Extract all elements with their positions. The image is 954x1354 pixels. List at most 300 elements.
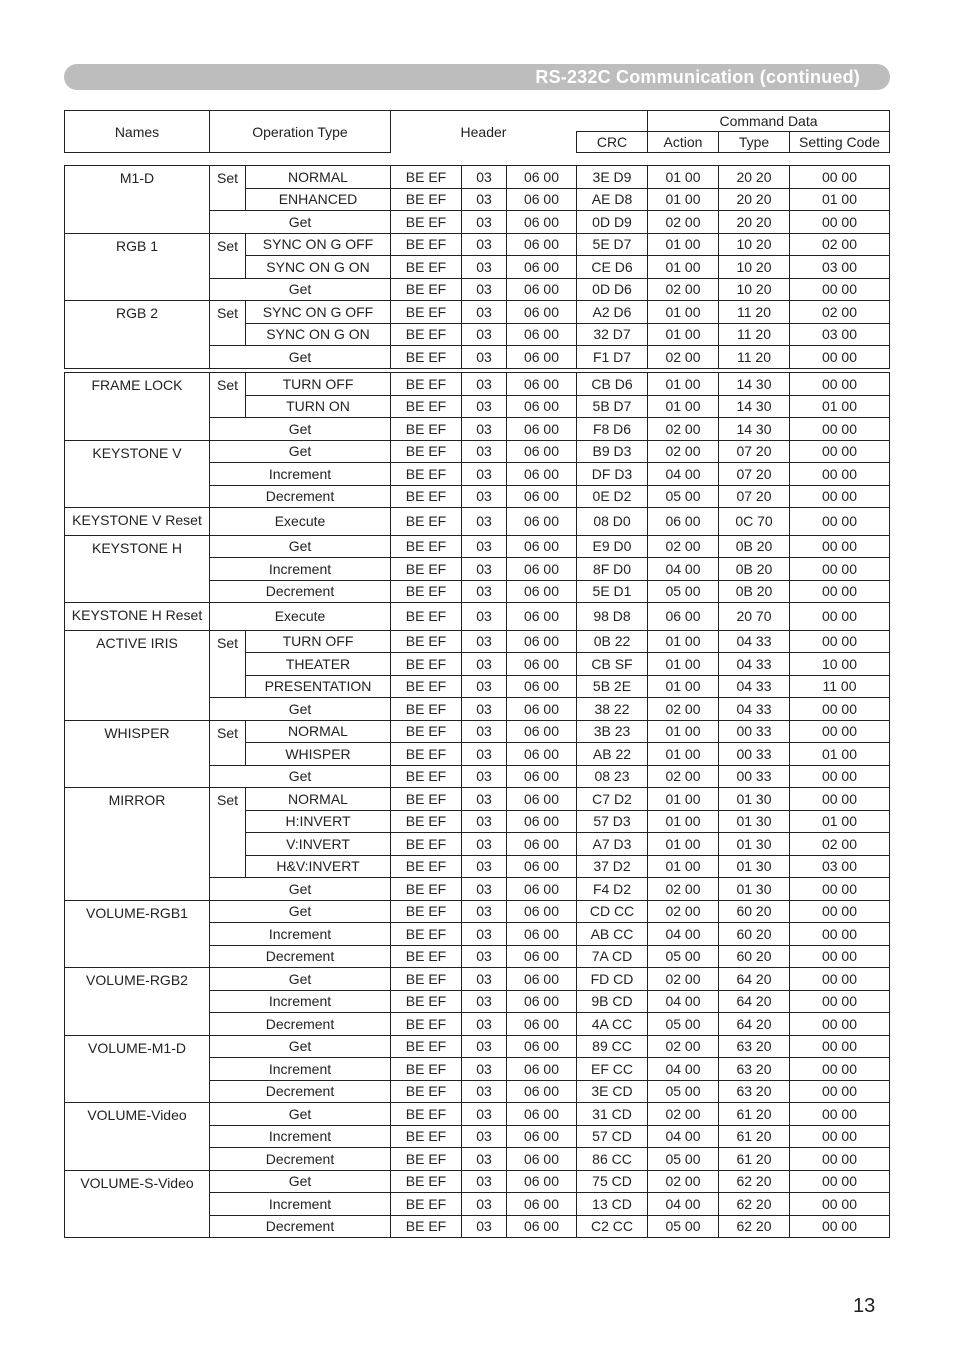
cell-h3: 06 00 — [507, 395, 577, 418]
operation-option: Get — [210, 418, 391, 441]
operation-option: Get — [210, 878, 391, 901]
cell-code: 00 00 — [790, 373, 890, 396]
cell-h2: 03 — [462, 1103, 507, 1126]
cell-type: 14 30 — [719, 373, 790, 396]
crc-header: CRC — [577, 132, 648, 153]
cell-crc: 5E D7 — [577, 233, 648, 256]
cell-crc: 0D D9 — [577, 211, 648, 234]
cell-h1: BE EF — [391, 743, 462, 766]
cell-h2: 03 — [462, 301, 507, 324]
operation-option: Decrement — [210, 1148, 391, 1171]
cell-type: 61 20 — [719, 1103, 790, 1126]
cell-h1: BE EF — [391, 233, 462, 256]
cell-type: 0B 20 — [719, 558, 790, 581]
cell-code: 00 00 — [790, 485, 890, 508]
cell-crc: 8F D0 — [577, 558, 648, 581]
cell-crc: 0B 22 — [577, 630, 648, 653]
table-row — [65, 900, 890, 923]
cell-action: 04 00 — [648, 990, 719, 1013]
row-name: RGB 1 — [65, 233, 210, 301]
table-row — [65, 1103, 890, 1126]
cell-h2: 03 — [462, 900, 507, 923]
cell-action: 01 00 — [648, 233, 719, 256]
cell-h3: 06 00 — [507, 968, 577, 991]
cell-h1: BE EF — [391, 1013, 462, 1036]
table-row — [65, 788, 890, 811]
cell-h1: BE EF — [391, 373, 462, 396]
cell-crc: A2 D6 — [577, 301, 648, 324]
cell-h3: 06 00 — [507, 603, 577, 631]
cell-h1: BE EF — [391, 1215, 462, 1238]
operation-option: SYNC ON G ON — [246, 256, 391, 279]
table-row — [65, 630, 890, 653]
operation-option: Get — [210, 900, 391, 923]
cell-h1: BE EF — [391, 1080, 462, 1103]
cell-type: 20 20 — [719, 166, 790, 189]
cell-h2: 03 — [462, 1058, 507, 1081]
operation-option: Get — [210, 698, 391, 721]
cell-code: 00 00 — [790, 1193, 890, 1216]
cell-h3: 06 00 — [507, 166, 577, 189]
operation-set: Set — [210, 166, 246, 211]
cell-h1: BE EF — [391, 878, 462, 901]
cell-crc: 4A CC — [577, 1013, 648, 1036]
cell-h1: BE EF — [391, 923, 462, 946]
cell-h2: 03 — [462, 323, 507, 346]
cell-action: 02 00 — [648, 900, 719, 923]
cell-type: 64 20 — [719, 968, 790, 991]
cell-h1: BE EF — [391, 945, 462, 968]
row-name: VOLUME-Video — [65, 1103, 210, 1171]
cell-type: 20 20 — [719, 188, 790, 211]
cell-h3: 06 00 — [507, 878, 577, 901]
operation-option: H&V:INVERT — [246, 855, 391, 878]
cell-h1: BE EF — [391, 508, 462, 536]
cell-h2: 03 — [462, 923, 507, 946]
cell-h3: 06 00 — [507, 743, 577, 766]
cell-action: 02 00 — [648, 535, 719, 558]
table-row — [65, 720, 890, 743]
cell-action: 04 00 — [648, 463, 719, 486]
row-name: KEYSTONE V Reset — [65, 508, 210, 536]
cell-action: 01 00 — [648, 810, 719, 833]
cell-h2: 03 — [462, 1193, 507, 1216]
operation-option: TURN ON — [246, 395, 391, 418]
cell-h1: BE EF — [391, 603, 462, 631]
cell-code: 00 00 — [790, 1215, 890, 1238]
operation-option: Increment — [210, 558, 391, 581]
cell-h1: BE EF — [391, 188, 462, 211]
cell-action: 01 00 — [648, 833, 719, 856]
cell-type: 01 30 — [719, 788, 790, 811]
operation-option: Get — [210, 1035, 391, 1058]
cell-crc: 08 D0 — [577, 508, 648, 536]
cell-h2: 03 — [462, 166, 507, 189]
cell-type: 00 33 — [719, 743, 790, 766]
cell-h3: 06 00 — [507, 323, 577, 346]
row-name: M1-D — [65, 166, 210, 234]
cell-crc: 9B CD — [577, 990, 648, 1013]
table-row — [65, 233, 890, 256]
table-row — [65, 603, 890, 631]
cell-h1: BE EF — [391, 323, 462, 346]
table-row — [65, 1035, 890, 1058]
cell-h3: 06 00 — [507, 485, 577, 508]
cell-type: 20 70 — [719, 603, 790, 631]
row-name: RGB 2 — [65, 301, 210, 369]
table-row — [65, 535, 890, 558]
cell-crc: FD CD — [577, 968, 648, 991]
operation-option: Increment — [210, 923, 391, 946]
cell-h2: 03 — [462, 765, 507, 788]
operation-option: Increment — [210, 1193, 391, 1216]
cell-crc: C7 D2 — [577, 788, 648, 811]
names-header: Names — [65, 111, 210, 153]
cell-type: 04 33 — [719, 653, 790, 676]
cell-h3: 06 00 — [507, 1125, 577, 1148]
cell-action: 06 00 — [648, 603, 719, 631]
cell-h1: BE EF — [391, 1170, 462, 1193]
cell-action: 02 00 — [648, 968, 719, 991]
cell-type: 0B 20 — [719, 580, 790, 603]
operation-option: Decrement — [210, 485, 391, 508]
cell-crc: DF D3 — [577, 463, 648, 486]
cell-code: 02 00 — [790, 233, 890, 256]
operation-option: Execute — [210, 603, 391, 631]
cell-h2: 03 — [462, 558, 507, 581]
cell-crc: 37 D2 — [577, 855, 648, 878]
cell-h2: 03 — [462, 1125, 507, 1148]
cell-type: 01 30 — [719, 810, 790, 833]
cell-code: 03 00 — [790, 323, 890, 346]
cell-h2: 03 — [462, 395, 507, 418]
cell-action: 01 00 — [648, 743, 719, 766]
cell-type: 62 20 — [719, 1215, 790, 1238]
cell-action: 02 00 — [648, 211, 719, 234]
cell-h3: 06 00 — [507, 765, 577, 788]
cell-action: 01 00 — [648, 720, 719, 743]
cell-action: 02 00 — [648, 1170, 719, 1193]
cell-type: 10 20 — [719, 233, 790, 256]
cell-crc: 89 CC — [577, 1035, 648, 1058]
cell-crc: 31 CD — [577, 1103, 648, 1126]
cell-action: 01 00 — [648, 301, 719, 324]
cell-h3: 06 00 — [507, 440, 577, 463]
cell-h2: 03 — [462, 653, 507, 676]
cell-crc: A7 D3 — [577, 833, 648, 856]
cell-h3: 06 00 — [507, 463, 577, 486]
cell-code: 01 00 — [790, 395, 890, 418]
cell-crc: 5B D7 — [577, 395, 648, 418]
operation-option: Get — [210, 211, 391, 234]
cell-h3: 06 00 — [507, 675, 577, 698]
cell-h1: BE EF — [391, 1148, 462, 1171]
cell-h2: 03 — [462, 211, 507, 234]
cell-h2: 03 — [462, 1013, 507, 1036]
cell-action: 01 00 — [648, 323, 719, 346]
cell-h3: 06 00 — [507, 373, 577, 396]
cell-h2: 03 — [462, 1035, 507, 1058]
operation-option: NORMAL — [246, 720, 391, 743]
cell-h2: 03 — [462, 788, 507, 811]
cell-h1: BE EF — [391, 418, 462, 441]
cell-action: 02 00 — [648, 1103, 719, 1126]
operation-set: Set — [210, 630, 246, 698]
cell-type: 04 33 — [719, 630, 790, 653]
cell-crc: AE D8 — [577, 188, 648, 211]
operation-option: NORMAL — [246, 166, 391, 189]
operation-option: TURN OFF — [246, 630, 391, 653]
cell-action: 05 00 — [648, 1013, 719, 1036]
cell-h3: 06 00 — [507, 990, 577, 1013]
operation-option: Get — [210, 1103, 391, 1126]
cell-code: 00 00 — [790, 923, 890, 946]
operation-type-header: Operation Type — [210, 111, 391, 153]
operation-option: Increment — [210, 1058, 391, 1081]
operation-option: Get — [210, 535, 391, 558]
operation-option: H:INVERT — [246, 810, 391, 833]
cell-h1: BE EF — [391, 535, 462, 558]
operation-option: SYNC ON G OFF — [246, 301, 391, 324]
row-name: MIRROR — [65, 788, 210, 901]
cell-h2: 03 — [462, 833, 507, 856]
cell-h1: BE EF — [391, 720, 462, 743]
cell-action: 05 00 — [648, 1080, 719, 1103]
cell-h3: 06 00 — [507, 630, 577, 653]
cell-action: 02 00 — [648, 878, 719, 901]
cell-code: 00 00 — [790, 166, 890, 189]
cell-h3: 06 00 — [507, 1193, 577, 1216]
cell-h2: 03 — [462, 1215, 507, 1238]
cell-h3: 06 00 — [507, 418, 577, 441]
cell-code: 10 00 — [790, 653, 890, 676]
cell-crc: 57 CD — [577, 1125, 648, 1148]
cell-crc: CE D6 — [577, 256, 648, 279]
cell-type: 07 20 — [719, 485, 790, 508]
cell-crc: 3E D9 — [577, 166, 648, 189]
cell-crc: F1 D7 — [577, 346, 648, 369]
cell-code: 00 00 — [790, 603, 890, 631]
cell-h3: 06 00 — [507, 1215, 577, 1238]
cell-action: 04 00 — [648, 923, 719, 946]
cell-crc: 5E D1 — [577, 580, 648, 603]
cell-h2: 03 — [462, 603, 507, 631]
cell-action: 01 00 — [648, 188, 719, 211]
cell-h3: 06 00 — [507, 833, 577, 856]
cell-code: 00 00 — [790, 418, 890, 441]
cell-h3: 06 00 — [507, 211, 577, 234]
cell-type: 61 20 — [719, 1125, 790, 1148]
table-row — [65, 968, 890, 991]
cell-type: 64 20 — [719, 1013, 790, 1036]
command-table-2 — [64, 372, 890, 1238]
cell-type: 63 20 — [719, 1080, 790, 1103]
type-header: Type — [719, 132, 790, 153]
operation-option: THEATER — [246, 653, 391, 676]
cell-h3: 06 00 — [507, 1103, 577, 1126]
cell-crc: 13 CD — [577, 1193, 648, 1216]
cell-action: 02 00 — [648, 440, 719, 463]
cell-action: 05 00 — [648, 1148, 719, 1171]
cell-code: 02 00 — [790, 301, 890, 324]
cell-action: 05 00 — [648, 580, 719, 603]
cell-type: 04 33 — [719, 698, 790, 721]
cell-action: 02 00 — [648, 418, 719, 441]
cell-h1: BE EF — [391, 166, 462, 189]
cell-crc: 75 CD — [577, 1170, 648, 1193]
cell-code: 03 00 — [790, 855, 890, 878]
cell-type: 11 20 — [719, 346, 790, 369]
cell-type: 63 20 — [719, 1035, 790, 1058]
cell-code: 00 00 — [790, 630, 890, 653]
cell-h3: 06 00 — [507, 346, 577, 369]
cell-h2: 03 — [462, 945, 507, 968]
cell-crc: 32 D7 — [577, 323, 648, 346]
cell-action: 02 00 — [648, 765, 719, 788]
cell-h3: 06 00 — [507, 1148, 577, 1171]
cell-action: 06 00 — [648, 508, 719, 536]
cell-crc: 3E CD — [577, 1080, 648, 1103]
cell-crc: 0D D6 — [577, 278, 648, 301]
cell-h2: 03 — [462, 485, 507, 508]
cell-h2: 03 — [462, 508, 507, 536]
row-name: KEYSTONE H — [65, 535, 210, 603]
cell-h2: 03 — [462, 1080, 507, 1103]
cell-h3: 06 00 — [507, 1058, 577, 1081]
cell-h1: BE EF — [391, 346, 462, 369]
cell-h2: 03 — [462, 440, 507, 463]
cell-type: 10 20 — [719, 256, 790, 279]
cell-type: 14 30 — [719, 418, 790, 441]
cell-type: 14 30 — [719, 395, 790, 418]
cell-type: 61 20 — [719, 1148, 790, 1171]
cell-h2: 03 — [462, 535, 507, 558]
operation-option: Decrement — [210, 1080, 391, 1103]
cell-code: 00 00 — [790, 765, 890, 788]
cell-type: 07 20 — [719, 463, 790, 486]
operation-option: ENHANCED — [246, 188, 391, 211]
action-header: Action — [648, 132, 719, 153]
cell-h1: BE EF — [391, 1103, 462, 1126]
section-banner — [64, 64, 890, 90]
cell-h3: 06 00 — [507, 535, 577, 558]
cell-action: 02 00 — [648, 698, 719, 721]
cell-action: 01 00 — [648, 653, 719, 676]
header-header: Header — [391, 111, 577, 153]
cell-h2: 03 — [462, 256, 507, 279]
cell-crc: 57 D3 — [577, 810, 648, 833]
cell-code: 00 00 — [790, 211, 890, 234]
cell-h3: 06 00 — [507, 788, 577, 811]
cell-crc: 08 23 — [577, 765, 648, 788]
row-name: VOLUME-RGB2 — [65, 968, 210, 1036]
cell-action: 04 00 — [648, 558, 719, 581]
cell-code: 03 00 — [790, 256, 890, 279]
cell-code: 00 00 — [790, 968, 890, 991]
cell-h1: BE EF — [391, 1125, 462, 1148]
cell-action: 04 00 — [648, 1058, 719, 1081]
cell-h3: 06 00 — [507, 1013, 577, 1036]
cell-type: 04 33 — [719, 675, 790, 698]
cell-h3: 06 00 — [507, 923, 577, 946]
cell-code: 00 00 — [790, 788, 890, 811]
operation-set: Set — [210, 233, 246, 278]
cell-action: 05 00 — [648, 945, 719, 968]
cell-h2: 03 — [462, 878, 507, 901]
cell-type: 63 20 — [719, 1058, 790, 1081]
row-name: FRAME LOCK — [65, 373, 210, 441]
cell-h1: BE EF — [391, 278, 462, 301]
operation-set: Set — [210, 788, 246, 878]
cell-action: 05 00 — [648, 1215, 719, 1238]
operation-option: Execute — [210, 508, 391, 536]
cell-type: 01 30 — [719, 855, 790, 878]
cell-h1: BE EF — [391, 765, 462, 788]
cell-code: 00 00 — [790, 535, 890, 558]
cell-code: 00 00 — [790, 1170, 890, 1193]
cell-action: 04 00 — [648, 1125, 719, 1148]
operation-option: Decrement — [210, 1215, 391, 1238]
cell-crc: 7A CD — [577, 945, 648, 968]
cell-h2: 03 — [462, 743, 507, 766]
cell-h1: BE EF — [391, 653, 462, 676]
cell-h3: 06 00 — [507, 855, 577, 878]
operation-option: Get — [210, 346, 391, 369]
cell-h1: BE EF — [391, 440, 462, 463]
cell-code: 00 00 — [790, 720, 890, 743]
cell-h3: 06 00 — [507, 188, 577, 211]
cell-h3: 06 00 — [507, 508, 577, 536]
row-name: VOLUME-RGB1 — [65, 900, 210, 968]
cell-h3: 06 00 — [507, 278, 577, 301]
cell-code: 00 00 — [790, 698, 890, 721]
cell-h1: BE EF — [391, 558, 462, 581]
cell-action: 01 00 — [648, 256, 719, 279]
cell-type: 60 20 — [719, 900, 790, 923]
cell-h1: BE EF — [391, 1035, 462, 1058]
row-name: VOLUME-S-Video — [65, 1170, 210, 1238]
cell-h1: BE EF — [391, 1058, 462, 1081]
cell-h1: BE EF — [391, 301, 462, 324]
cell-code: 00 00 — [790, 945, 890, 968]
column-header-table — [64, 110, 890, 153]
cell-h3: 06 00 — [507, 698, 577, 721]
cell-crc: B9 D3 — [577, 440, 648, 463]
cell-h1: BE EF — [391, 211, 462, 234]
cell-h2: 03 — [462, 346, 507, 369]
cell-code: 00 00 — [790, 878, 890, 901]
operation-option: SYNC ON G ON — [246, 323, 391, 346]
cell-code: 00 00 — [790, 1125, 890, 1148]
cell-code: 02 00 — [790, 833, 890, 856]
cell-h1: BE EF — [391, 968, 462, 991]
cell-h2: 03 — [462, 233, 507, 256]
cell-h2: 03 — [462, 463, 507, 486]
operation-option: WHISPER — [246, 743, 391, 766]
cell-h2: 03 — [462, 968, 507, 991]
cell-crc: 0E D2 — [577, 485, 648, 508]
command-data-header: Command Data — [648, 111, 890, 132]
cell-crc: C2 CC — [577, 1215, 648, 1238]
cell-h2: 03 — [462, 278, 507, 301]
operation-set: Set — [210, 373, 246, 418]
cell-h1: BE EF — [391, 256, 462, 279]
cell-type: 07 20 — [719, 440, 790, 463]
cell-action: 01 00 — [648, 166, 719, 189]
cell-h3: 06 00 — [507, 810, 577, 833]
table-row — [65, 508, 890, 536]
cell-h3: 06 00 — [507, 900, 577, 923]
